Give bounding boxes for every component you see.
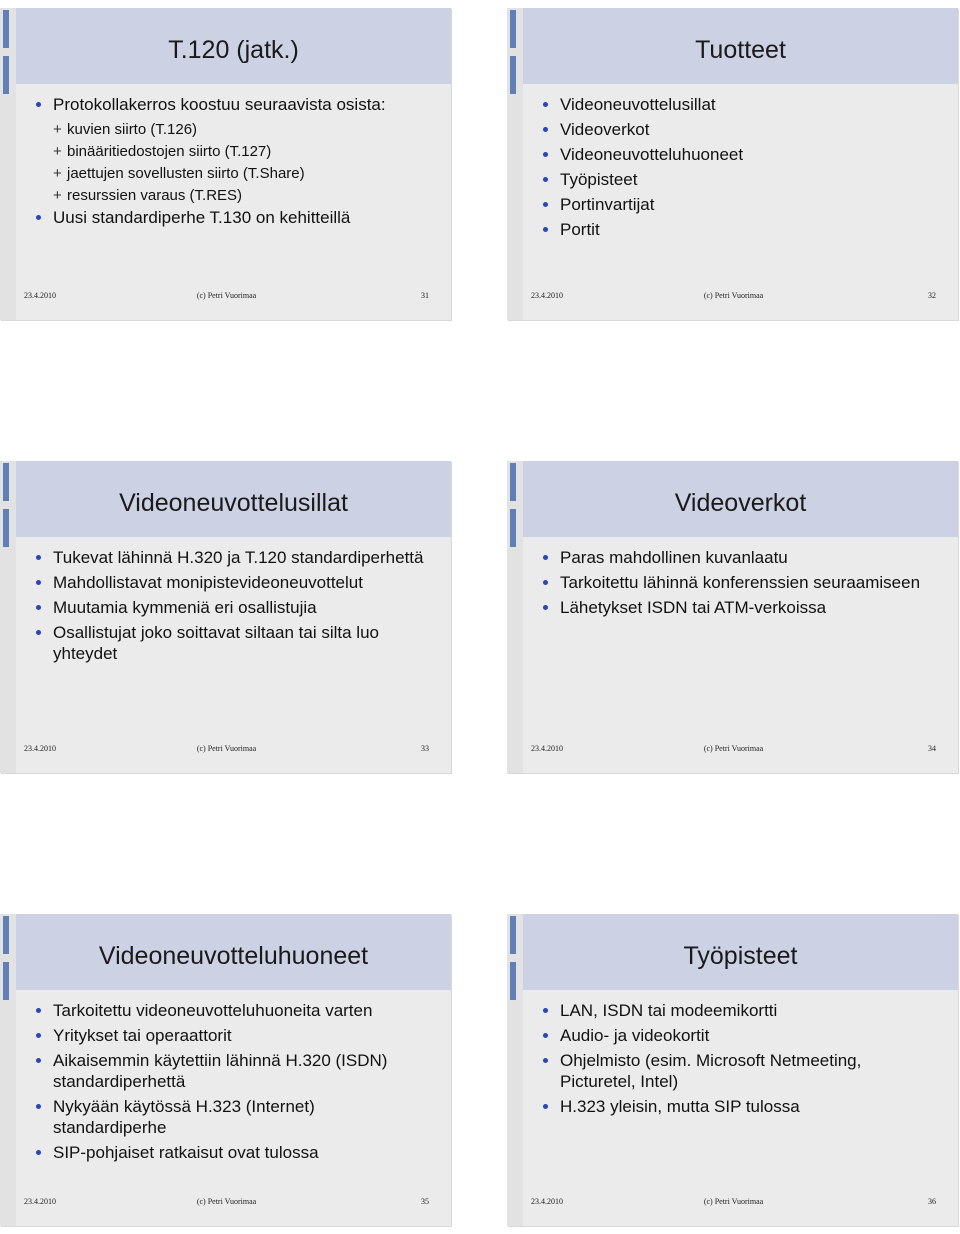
slide-number: 32 [928,291,936,300]
slide-date: 23.4.2010 [24,1197,56,1206]
slide-title: Videoverkot [674,488,807,517]
slide-title: T.120 (jatk.) [168,35,299,64]
slide-header [523,461,958,537]
slide-number: 31 [421,291,429,300]
slide-sidebar [507,8,523,320]
bullet-item: Portinvartijat [541,194,936,215]
bullet-item: LAN, ISDN tai modeemikortti [541,1000,936,1021]
slide-number: 33 [421,744,429,753]
sub-bullet-item: + kuvien siirto (T.126) [34,119,429,140]
slide-sidebar [0,914,16,1226]
bullet-item: Paras mahdollinen kuvanlaatu [541,547,936,568]
sub-bullet-item: + resurssien varaus (T.RES) [34,185,429,206]
slide-author: (c) Petri Vuorimaa [196,1197,257,1206]
bullet-item: Yritykset tai operaattorit [34,1025,429,1046]
bullet-item: Nykyään käytössä H.323 (Internet) standardiperhe [34,1096,429,1138]
slide-author: (c) Petri Vuorimaa [703,744,764,753]
bullet-item: Tarkoitettu lähinnä konferenssien seuraamiseen [541,572,936,593]
bullet-item: Työpisteet [541,169,936,190]
bullet-item: Osallistujat joko soittavat siltaan tai silta luo yhteydet [34,622,429,664]
slide-title: Työpisteet [683,941,798,970]
bullet-item: Videoneuvottelusillat [541,94,936,115]
slide-title: Videoneuvottelusillat [119,488,348,517]
slide-footer [531,744,936,756]
slide-35 [0,914,451,1226]
bullet-item: Ohjelmisto (esim. Microsoft Netmeeting, Picturetel, Intel) [541,1050,936,1092]
slide-footer [24,1197,429,1209]
slide-author: (c) Petri Vuorimaa [196,291,257,300]
slide-header [16,914,451,990]
bullet-item: Muutamia kymmeniä eri osallistujia [34,597,429,618]
slide-date: 23.4.2010 [24,744,56,753]
bullet-item: Portit [541,219,936,240]
slide-33 [0,461,451,773]
slide-body [541,1000,936,1121]
slide-sidebar [0,8,16,320]
slide-date: 23.4.2010 [531,291,563,300]
slide-date: 23.4.2010 [24,291,56,300]
slide-title: Videoneuvotteluhuoneet [98,941,369,970]
bullet-item: H.323 yleisin, mutta SIP tulossa [541,1096,936,1117]
slide-number: 36 [928,1197,936,1206]
slide-body [34,547,429,668]
sub-bullet-item: + jaettujen sovellusten siirto (T.Share) [34,163,429,184]
bullet-item: Protokollakerros koostuu seuraavista osista: [34,94,429,115]
slide-author: (c) Petri Vuorimaa [703,291,764,300]
bullet-item: Audio- ja videokortit [541,1025,936,1046]
bullet-item: Uusi standardiperhe T.130 on kehitteillä [34,207,429,228]
slide-footer [24,291,429,303]
slide-sidebar [507,461,523,773]
slide-sidebar [0,461,16,773]
slide-author: (c) Petri Vuorimaa [196,744,257,753]
slide-header [16,461,451,537]
sub-bullet-item: + binääritiedostojen siirto (T.127) [34,141,429,162]
bullet-item: Tukevat lähinnä H.320 ja T.120 standardiperhettä [34,547,429,568]
slide-body [34,1000,429,1167]
bullet-item: Lähetykset ISDN tai ATM-verkoissa [541,597,936,618]
slide-author: (c) Petri Vuorimaa [703,1197,764,1206]
bullet-item: Videoneuvotteluhuoneet [541,144,936,165]
slide-body [541,94,936,244]
slide-header [523,8,958,84]
slide-header [16,8,451,84]
slide-date: 23.4.2010 [531,1197,563,1206]
bullet-item: Mahdollistavat monipistevideoneuvottelut [34,572,429,593]
bullet-item: Aikaisemmin käytettiin lähinnä H.320 (ISDN) standardiperhettä [34,1050,429,1092]
slide-header [523,914,958,990]
slide-body [34,94,429,232]
slide-footer [24,744,429,756]
slide-title: Tuotteet [695,35,786,64]
bullet-item: Videoverkot [541,119,936,140]
slide-32 [507,8,958,320]
slide-number: 35 [421,1197,429,1206]
slide-36 [507,914,958,1226]
slide-date: 23.4.2010 [531,744,563,753]
slide-34 [507,461,958,773]
bullet-item: SIP-pohjaiset ratkaisut ovat tulossa [34,1142,429,1163]
bullet-item: Tarkoitettu videoneuvotteluhuoneita varten [34,1000,429,1021]
slide-31 [0,8,451,320]
slide-footer [531,1197,936,1209]
slide-number: 34 [928,744,936,753]
slide-footer [531,291,936,303]
slide-sidebar [507,914,523,1226]
slide-body [541,547,936,622]
